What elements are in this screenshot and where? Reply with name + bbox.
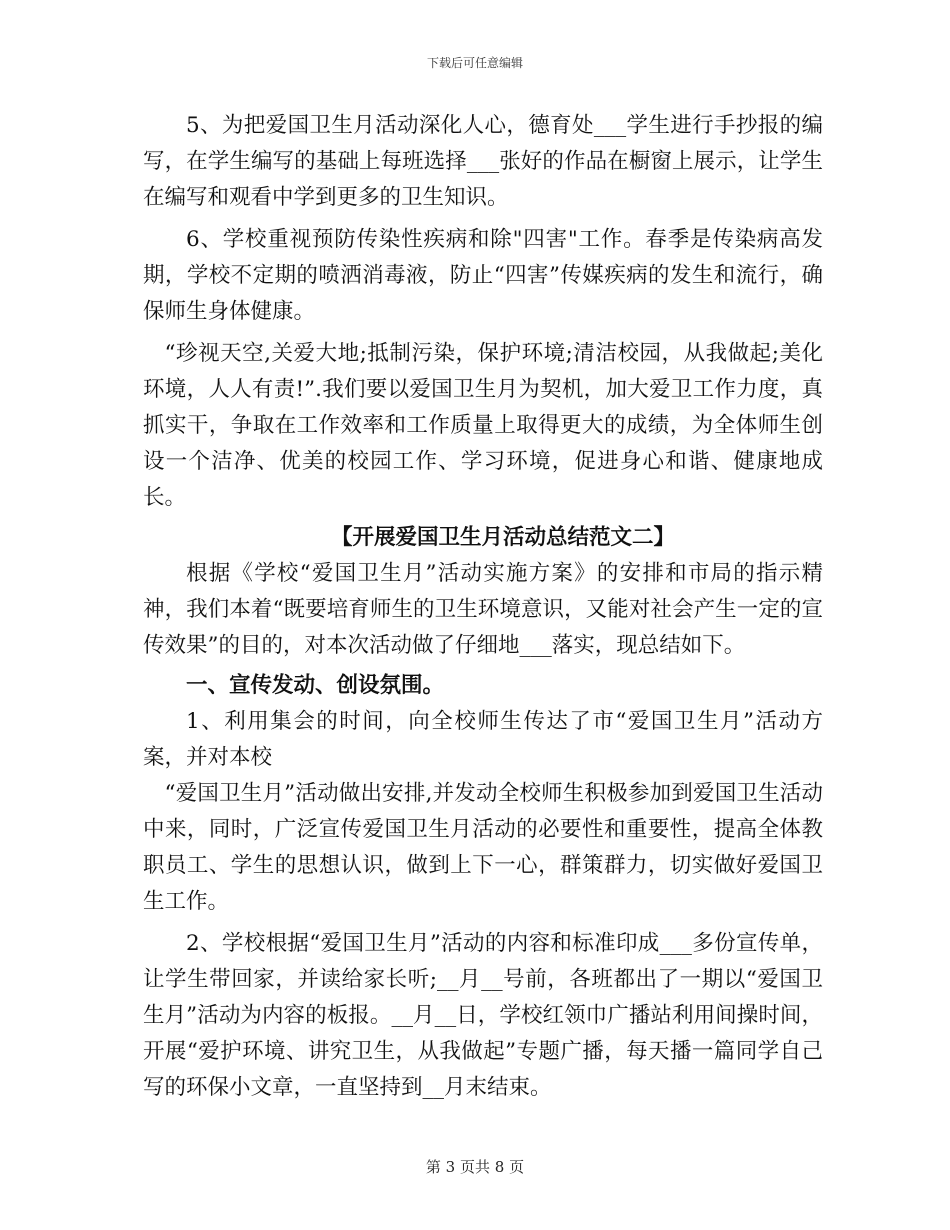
section-title: 【开展爱国卫生月活动总结范文二】 (330, 525, 675, 550)
page-number: 第 3 页共 8 页 (425, 1158, 525, 1176)
header-note: 下载后可任意编辑 (426, 56, 523, 70)
document-body (143, 108, 823, 1106)
sub-heading: 一、宣传发动、创设氛围。 (186, 673, 445, 698)
paragraph-item-1b: “爱国卫生月”活动做出安排,并发动全校师生积极参加到爱国卫生活动中来，同时，广泛宣传爱国卫生月活动的必要性和重要性，提高全体教职员工、学生的思想认识，做到上下一心，群策群力，切实做好爱国卫生工作。 (143, 781, 823, 914)
paragraph-slogan: “珍视天空,关爱大地;抵制污染，保护环境;清洁校园，从我做起;美化环境，人人有责!”.我们要以爱国卫生月为契机，加大爱卫工作力度，真抓实干，争取在工作效率和工作质量上取得更大的成绩，为全体师生创设一个洁净、优美的校园工作、学习环境，促进身心和谐、健康地成长。 (143, 341, 823, 510)
paragraph-item-5: 5、为把爱国卫生月活动深化人心，德育处___学生进行手抄报的编写，在学生编写的基础上每班选择___张好的作品在橱窗上展示，让学生在编写和观看中学到更多的卫生知识。 (143, 113, 823, 210)
paragraph-item-2: 2、学校根据“爱国卫生月”活动的内容和标准印成___多份宣传单，让学生带回家，并读给家长听;__月__号前，各班都出了一期以“爱国卫生月”活动为内容的板报。__月__日，学校红领巾广播站利用间操时间，开展“爱护环境、讲究卫生，从我做起”专题广播，每天播一篇同学自己写的环保小文章，一直坚持到__月末结束。 (143, 931, 823, 1100)
paragraph-item-1a: 1、利用集会的时间，向全校师生传达了市“爱国卫生月”活动方案，并对本校 (143, 709, 823, 770)
paragraph-item-6: 6、学校重视预防传染性疾病和除"四害"工作。春季是传染病高发期，学校不定期的喷洒消毒液，防止“四害”传媒疾病的发生和流行，确保师生身体健康。 (143, 227, 823, 324)
paragraph-intro: 根据《学校“爱国卫生月”活动实施方案》的安排和市局的指示精神，我们本着“既要培育师生的卫生环境意识，又能对社会产生一定的宣传效果”的目的，对本次活动做了仔细地___落实，现总结如下。 (143, 561, 823, 658)
